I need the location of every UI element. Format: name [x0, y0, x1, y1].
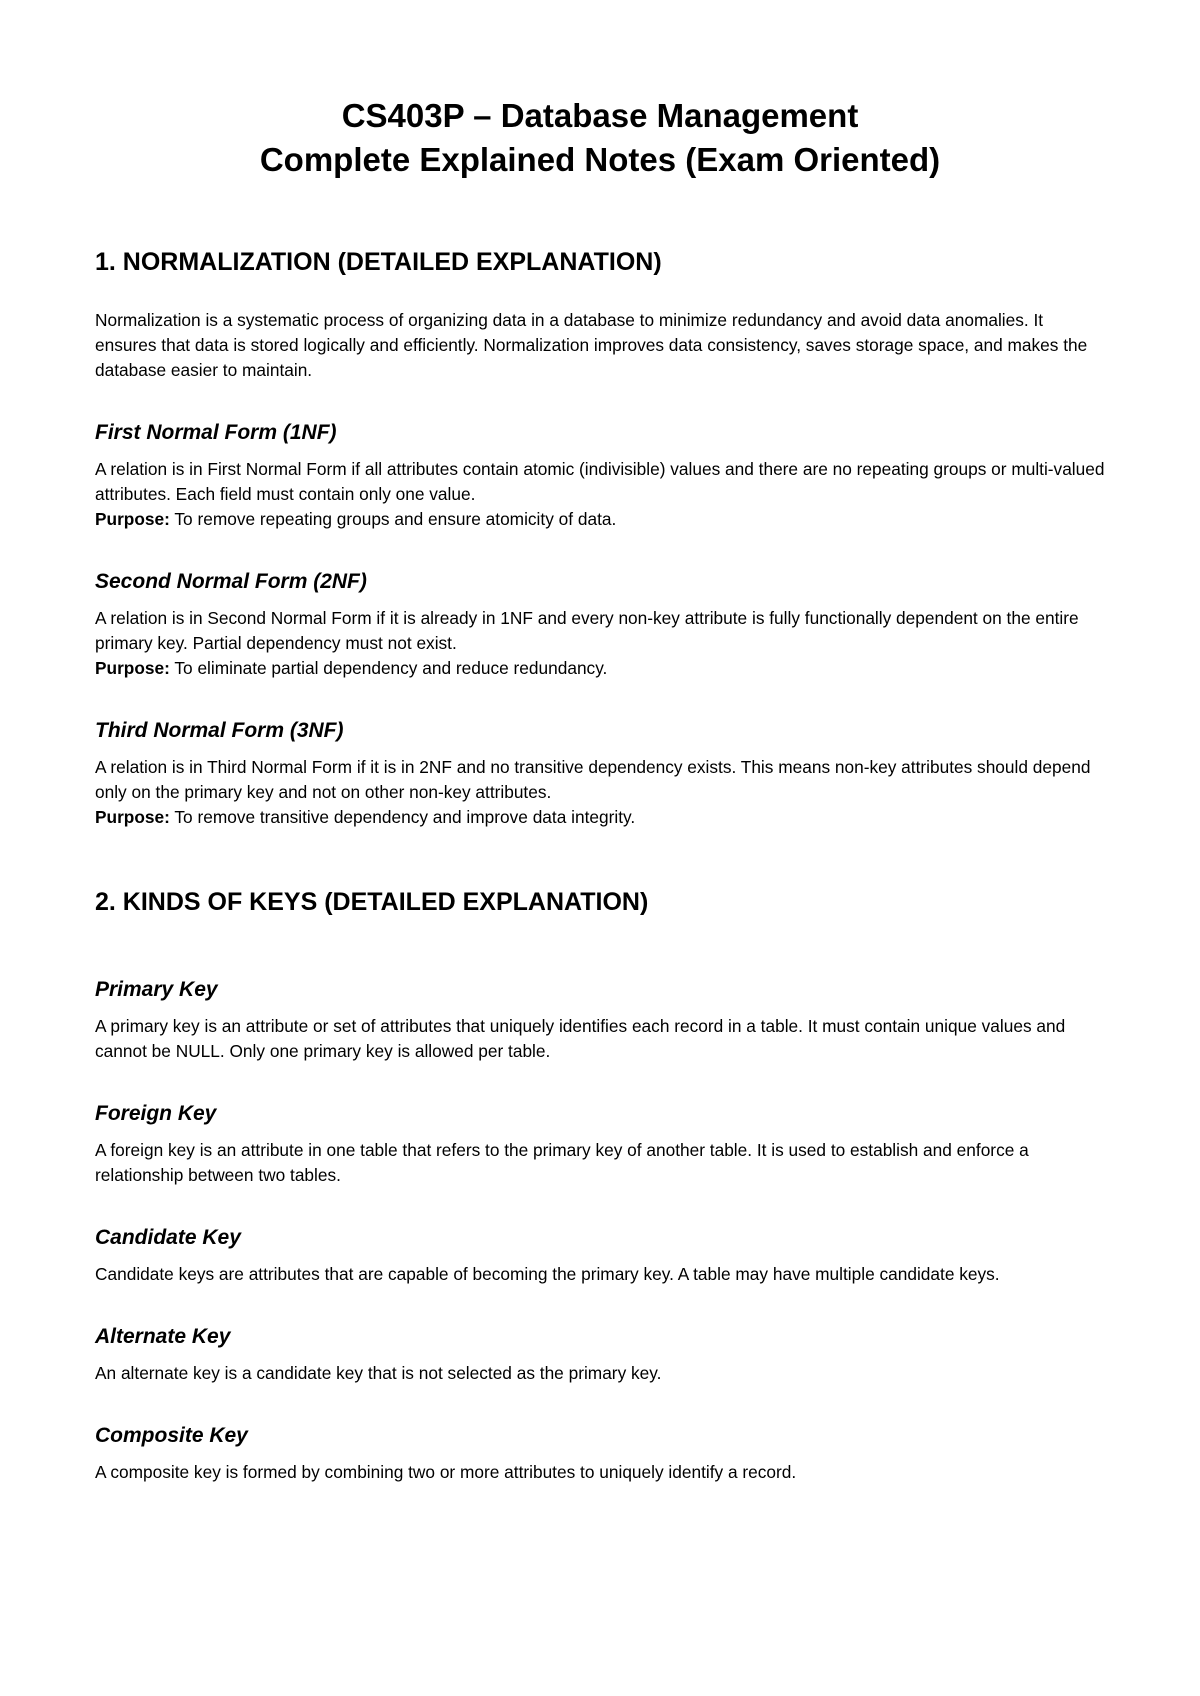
purpose-text-2nf: To eliminate partial dependency and reduce redundancy.: [169, 658, 608, 678]
body-2nf: [95, 606, 1105, 681]
text-alternate-key: An alternate key is a candidate key that is not selected as the primary key.: [95, 1363, 662, 1383]
subheading-foreign-key: Foreign Key: [95, 1102, 217, 1125]
normalization-intro: Normalization is a systematic process of organizing data in a database to minimize redundancy and avoid data anomalies. It ensures that data is stored logically and efficiently. Normalization improves data consistency, saves storage space, and makes the database easier to maintain.: [95, 310, 1088, 380]
subheading-composite-key: Composite Key: [95, 1424, 248, 1447]
title-line-1: CS403P – Database Management: [341, 97, 859, 134]
body-1nf: [95, 457, 1105, 532]
document-title: [95, 0, 1105, 182]
purpose-2nf: [95, 656, 1105, 681]
subheading-primary-key: Primary Key: [95, 978, 218, 1001]
purpose-label-2nf: Purpose:: [95, 658, 170, 678]
purpose-3nf: [95, 805, 1105, 830]
subheading-1nf: First Normal Form (1NF): [95, 421, 337, 444]
text-composite-key: A composite key is formed by combining two or more attributes to uniquely identify a record.: [95, 1462, 797, 1482]
section-heading-keys: 2. KINDS OF KEYS (DETAILED EXPLANATION): [95, 888, 649, 916]
purpose-1nf: [95, 507, 1105, 532]
purpose-text-3nf: To remove transitive dependency and improve data integrity.: [169, 807, 636, 827]
text-primary-key: A primary key is an attribute or set of attributes that uniquely identifies each record in a table. It must contain unique values and cannot be NULL. Only one primary key is allowed per table.: [95, 1016, 1066, 1061]
purpose-label-1nf: Purpose:: [95, 509, 170, 529]
subheading-2nf: Second Normal Form (2NF): [95, 570, 367, 593]
body-3nf: [95, 755, 1105, 830]
subheading-alternate-key: Alternate Key: [95, 1325, 231, 1348]
subheading-candidate-key: Candidate Key: [95, 1226, 241, 1249]
purpose-text-1nf: To remove repeating groups and ensure atomicity of data.: [169, 509, 617, 529]
text-1nf: A relation is in First Normal Form if all attributes contain atomic (indivisible) values and there are no repeating groups or multi-valued attributes. Each field must contain only one value.: [95, 459, 1105, 504]
text-3nf: A relation is in Third Normal Form if it is in 2NF and no transitive dependency exists. This means non-key attributes should depend only on the primary key and not on other non-key attributes.: [95, 757, 1091, 802]
text-2nf: A relation is in Second Normal Form if it is already in 1NF and every non-key attribute is fully functionally dependent on the entire primary key. Partial dependency must not exist.: [95, 608, 1079, 653]
subheading-3nf: Third Normal Form (3NF): [95, 719, 344, 742]
text-candidate-key: Candidate keys are attributes that are capable of becoming the primary key. A table may have multiple candidate keys.: [95, 1264, 1000, 1284]
title-line-2: Complete Explained Notes (Exam Oriented): [259, 141, 941, 178]
section-heading-normalization: 1. NORMALIZATION (DETAILED EXPLANATION): [95, 248, 662, 276]
text-foreign-key: A foreign key is an attribute in one table that refers to the primary key of another table. It is used to establish and enforce a relationship between two tables.: [95, 1140, 1029, 1185]
purpose-label-3nf: Purpose:: [95, 807, 170, 827]
